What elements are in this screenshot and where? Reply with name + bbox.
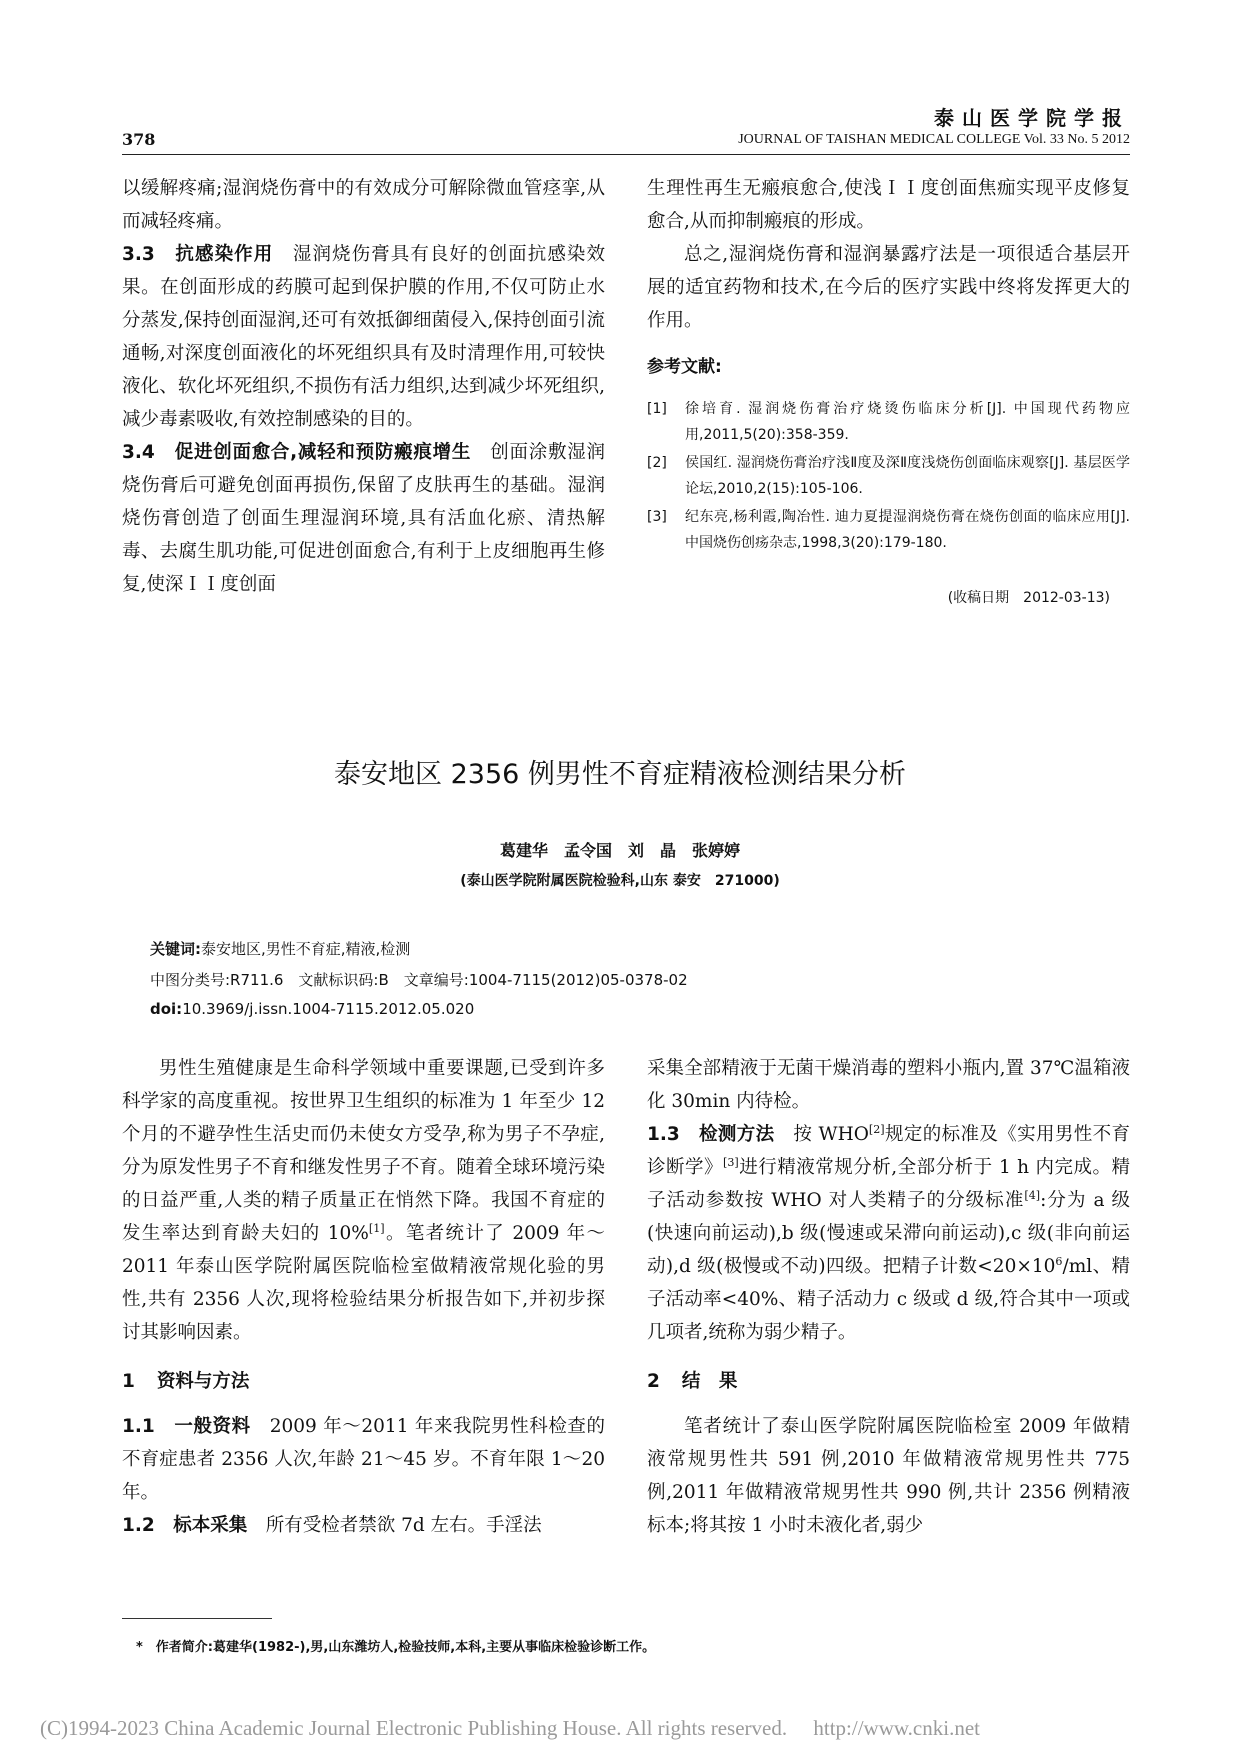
prev-paragraph-right: 生理性再生无瘢痕愈合,使浅ＩＩ度创面焦痂实现平皮修复愈合,从而抑制瘢痕的形成。: [647, 178, 1130, 232]
section-2-title: 结 果: [681, 1371, 738, 1392]
results-paragraph: 笔者统计了泰山医学院附属医院临检室 2009 年做精液常规男性共 591 例,2010 年做精液常规男性共 775 例,2011 年做精液常规男性共 990 例,共计 2356 例精液标本;将其按 1 小时未液化者,弱少: [647, 1416, 1130, 1536]
section-1-3-text-c: 进行精液常规分析,全部分析于 1 h 内完成。精子活动参数按 WHO 对人类精子的分级标准: [647, 1157, 1130, 1211]
citation-1[interactable]: [1]: [368, 1221, 385, 1235]
doi-link[interactable]: 10.3969/j.issn.1004-7115.2012.05.020: [182, 1000, 475, 1018]
citation-4[interactable]: [4]: [1024, 1188, 1041, 1202]
reference-item: [647, 504, 1130, 556]
reference-item: [647, 450, 1130, 502]
article-right-column: [647, 1052, 1130, 1542]
reference-number: [2]: [647, 455, 667, 471]
section-1-1: [122, 1410, 605, 1509]
section-1-title: 资料与方法: [156, 1371, 250, 1392]
prev-article-right-column: [647, 172, 1130, 615]
keywords-line: [150, 938, 410, 959]
section-1-3-text-e: /ml、精子活动率<40%、精子活动力 c 级或 d 级,符合其中一项或几项者,统称为弱少精子。: [647, 1256, 1131, 1343]
section-1-2-label: 1.2 标本采集: [122, 1515, 248, 1536]
header-rule: [122, 154, 1130, 155]
article-title: 泰安地区 2356 例男性不育症精液检测结果分析: [334, 759, 906, 790]
section-1-2-text: 所有受检者禁欲 7d 左右。手淫法: [247, 1515, 542, 1536]
journal-name-en: JOURNAL OF TAISHAN MEDICAL COLLEGE Vol. 33 No. 5 2012: [738, 132, 1130, 147]
doi-label: doi:: [150, 1000, 183, 1018]
journal-name-cn: 泰山医学院学报: [934, 106, 1130, 130]
author-footnote: * 作者简介:葛建华(1982-),男,山东潍坊人,检验技师,本科,主要从事临床检验诊断工作。: [136, 1640, 656, 1655]
section-1-3-text-a: 按 WHO: [774, 1124, 869, 1145]
section-3-3: [122, 238, 605, 436]
reference-item: [647, 396, 1130, 448]
section-1-number: 1: [122, 1371, 135, 1392]
reference-number: [3]: [647, 509, 667, 525]
section-3-4-text: 创面涂敷湿润烧伤膏后可避免创面再损伤,保留了皮肤再生的基础。湿润烧伤膏创造了创面生理湿润环境,具有活血化瘀、清热解毒、去腐生肌功能,可促进创面愈合,有利于上皮细胞再生修复,使深ＩＩ度创面: [122, 442, 605, 595]
exponent: 6: [1055, 1254, 1063, 1268]
copyright-notice: (C)1994-2023 China Academic Journal Electronic Publishing House. All rights reserved. http://www.cnki.net: [40, 1716, 980, 1740]
section-1-3: [647, 1118, 1130, 1349]
reference-text: 纪东亮,杨利霞,陶冶性. 迪力夏提湿润烧伤膏在烧伤创面的临床应用[J]. 中国烧伤创疡杂志,1998,3(20):179-180.: [685, 509, 1130, 551]
section-3-4-label: 3.4 促进创面愈合,减轻和预防瘢痕增生: [122, 442, 472, 463]
conclusion-paragraph: 总之,湿润烧伤膏和湿润暴露疗法是一项很适合基层开展的适宜药物和技术,在今后的医疗实践中终将发挥更大的作用。: [647, 244, 1130, 331]
received-date: (收稿日期 2012-03-13): [947, 590, 1110, 606]
keywords-label: 关键词:: [150, 940, 201, 958]
doi-line: [150, 1000, 474, 1018]
section-3-3-text: 湿润烧伤膏具有良好的创面抗感染效果。在创面形成的药膜可起到保护膜的作用,不仅可防止水分蒸发,保持创面湿润,还可有效抵御细菌侵入,保持创面引流通畅,对深度创面液化的坏死组织具有及时清理作用,可较快液化、软化坏死组织,不损伤有活力组织,达到减少坏死组织,减少毒素吸收,有效控制感染的目的。: [122, 244, 605, 430]
section-2-heading: [647, 1365, 1130, 1398]
reference-text: 徐培育. 湿润烧伤膏治疗烧烫伤临床分析[J]. 中国现代药物应用,2011,5(20):358-359.: [685, 401, 1130, 443]
classification-line: 中图分类号:R711.6 文献标识码:B 文章编号:1004-7115(2012)05-0378-02: [150, 971, 688, 989]
section-2-number: 2: [647, 1371, 660, 1392]
keywords: 泰安地区,男性不育症,精液,检测: [201, 940, 411, 958]
section-1-1-text: 2009 年～2011 年来我院男性科检查的不育症患者 2356 人次,年龄 21～45 岁。不育年限 1～20 年。: [122, 1416, 605, 1503]
section-1-1-label: 1.1 一般资料: [122, 1416, 251, 1437]
footnote-rule: [122, 1618, 272, 1619]
section-3-4: [122, 436, 605, 601]
intro-tail: 。笔者统计了 2009 年～2011 年泰山医学院附属医院临检室做精液常规化验的男性,共有 2356 人次,现将检验结果分析报告如下,并初步探讨其影响因素。: [122, 1223, 605, 1343]
section-1-3-text-b: 规定的标准及《实用男性不育诊断学》: [647, 1124, 1130, 1178]
references-heading: 参考文献:: [647, 357, 722, 377]
section-1-3-label: 1.3 检测方法: [647, 1124, 775, 1145]
citation-2[interactable]: [2]: [868, 1122, 885, 1136]
prev-article-left-column: [122, 172, 605, 601]
intro-paragraph: [122, 1052, 605, 1349]
reference-text: 侯国红. 湿润烧伤膏治疗浅Ⅱ度及深Ⅱ度浅烧伤创面临床观察[J]. 基层医学论坛,2010,2(15):105-106.: [685, 455, 1130, 497]
section-1-2: [122, 1509, 605, 1542]
section-1-heading: [122, 1365, 605, 1398]
page-number: 378: [122, 130, 156, 149]
article-left-column: [122, 1052, 605, 1542]
reference-number: [1]: [647, 401, 667, 417]
article-affiliation: (泰山医学院附属医院检验科,山东 泰安 271000): [460, 873, 780, 889]
prev-paragraph: 以缓解疼痛;湿润烧伤膏中的有效成分可解除微血管痉挛,从而减轻疼痛。: [122, 178, 605, 232]
section-3-3-label: 3.3 抗感染作用: [122, 244, 274, 265]
sample-paragraph: 采集全部精液于无菌干燥消毒的塑料小瓶内,置 37℃温箱液化 30min 内待检。: [647, 1058, 1130, 1112]
section-1-3-text-d: :分为 a 级(快速向前运动),b 级(慢速或呆滞向前运动),c 级(非向前运动),d 级(极慢或不动)四级。把精子计数<20×10: [647, 1190, 1130, 1277]
article-authors: 葛建华 孟令国 刘 晶 张婷婷: [499, 841, 740, 860]
intro-text: 男性生殖健康是生命科学领域中重要课题,已受到许多科学家的高度重视。按世界卫生组织的标准为 1 年至少 12 个月的不避孕性生活史而仍未使女方受孕,称为男子不孕症,分为原发性男子不育和继发性男子不育。随着全球环境污染的日益严重,人类的精子质量正在悄然下降。我国不育症的发生率达到育龄夫妇的 10%: [122, 1058, 605, 1244]
citation-3[interactable]: [3]: [723, 1155, 739, 1169]
